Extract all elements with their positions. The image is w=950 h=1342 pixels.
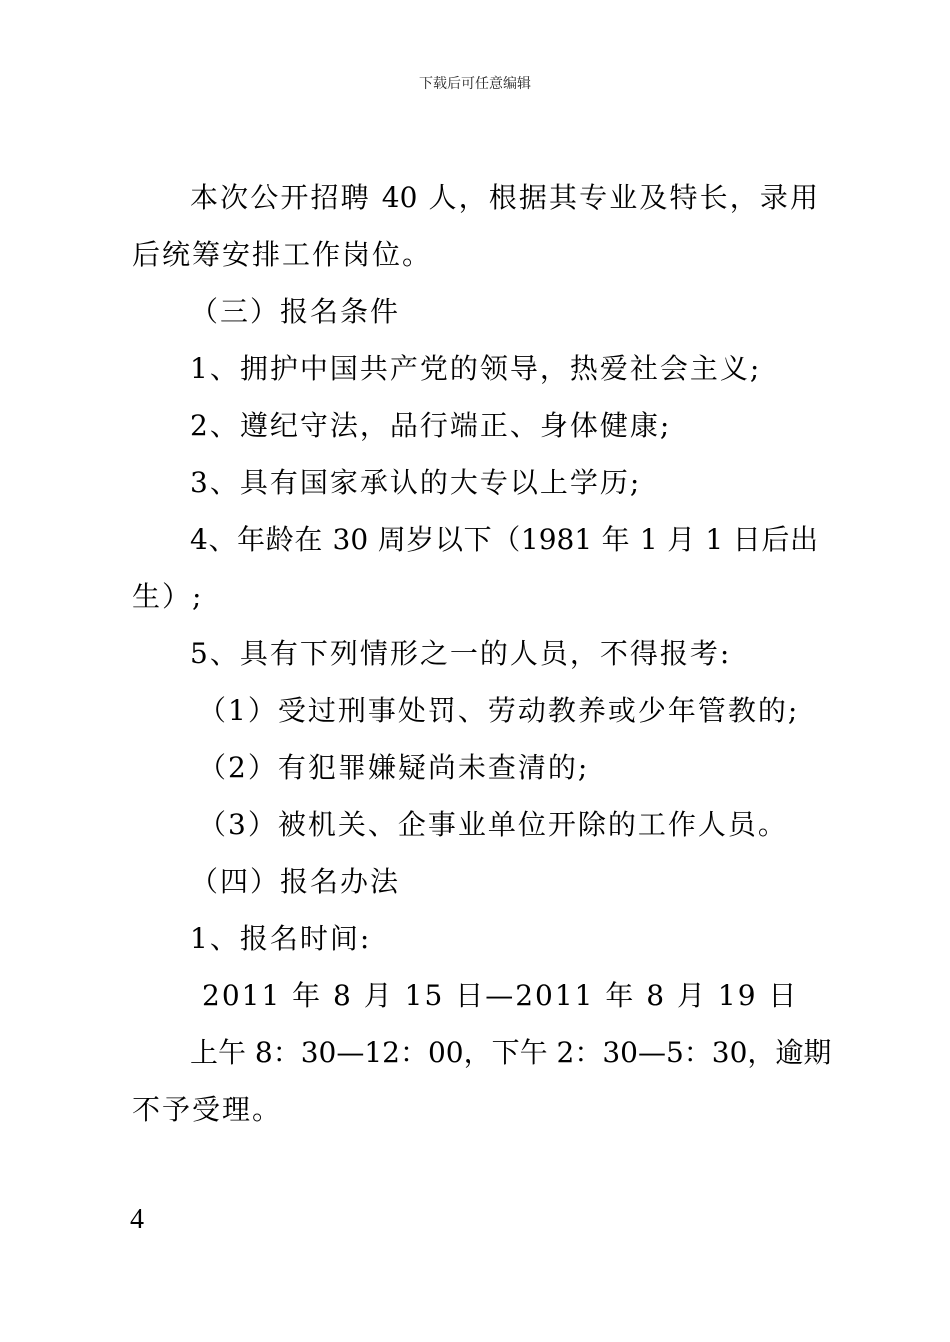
paragraph-line-recruit-count: 本次公开招聘 40 人，根据其专业及特长，录用 [190, 181, 818, 214]
condition-item-5: 5、具有下列情形之一的人员，不得报考: [190, 637, 732, 670]
exclusion-item-3: （3）被机关、企事业单位开除的工作人员。 [198, 808, 788, 841]
condition-item-4-continuation: 生）; [132, 580, 204, 613]
registration-date-range: 2011 年 8 月 15 日—2011 年 8 月 19 日 [202, 979, 799, 1012]
exclusion-item-1: （1）受过刑事处罚、劳动教养或少年管教的; [198, 694, 800, 727]
paragraph-line-job-arrangement: 后统筹安排工作岗位。 [132, 238, 433, 271]
exclusion-item-2: （2）有犯罪嫌疑尚未查清的; [198, 751, 590, 784]
condition-item-1: 1、拥护中国共产党的领导，热爱社会主义; [190, 352, 762, 385]
condition-item-3: 3、具有国家承认的大专以上学历; [190, 466, 642, 499]
condition-item-4: 4、年龄在 30 周岁以下（1981 年 1 月 1 日后出 [190, 523, 818, 556]
page-header: 下载后可任意编辑 [419, 76, 531, 92]
condition-item-2: 2、遵纪守法，品行端正、身体健康; [190, 409, 672, 442]
section-heading-registration-conditions: （三）报名条件 [190, 295, 401, 328]
page-number: 4 [130, 1204, 144, 1235]
section-heading-registration-method: （四）报名办法 [190, 865, 401, 898]
registration-time-label: 1、报名时间: [190, 922, 372, 955]
registration-hours: 上午 8：30—12：00，下午 2：30—5：30，逾期 [190, 1036, 832, 1069]
registration-hours-continuation: 不予受理。 [132, 1093, 283, 1126]
